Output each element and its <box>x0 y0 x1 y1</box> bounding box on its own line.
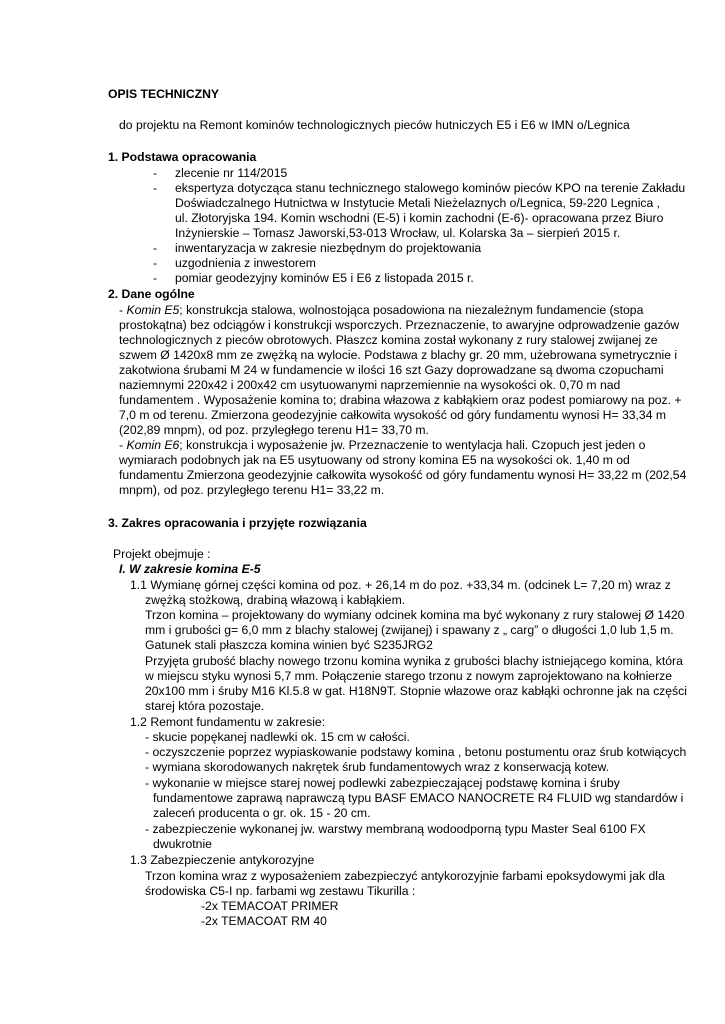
item-1-2-line: fundamentowe zaprawą naprawczą typu BASF EMACO NANOCRETE R4 FLUID wg standardów i <box>153 791 684 805</box>
section-2-heading: 2. Dane ogólne <box>108 287 195 301</box>
komin-e5-prefix: - <box>119 303 127 317</box>
item-1-1-line: Przyjęta grubość blachy nowego trzonu komina wynika z grubości blachy istniejącego komina, która <box>145 654 683 668</box>
item-1-3-line: Trzon komina wraz z wyposażeniem zabezpieczyć antykorozyjnie farbami epoksydowymi jak dla <box>145 869 665 883</box>
item-1-2-line: zaleceń producenta o gr. ok. 15 - 20 cm. <box>153 806 371 820</box>
item-1-3-coating: -2x TEMACOAT PRIMER <box>201 899 339 913</box>
list-item-line: Inżynierskie – Tomasz Jaworski,53-013 Wrocław, ul. Kolarska 3a – sierpień 2015 r. <box>175 226 621 240</box>
item-1-2-line: - skucie popękanej nadlewki ok. 15 cm w całości. <box>145 730 410 744</box>
komin-e5-line: ; konstrukcja stalowa, wolnostojąca posadowiona na niezależnym fundamencie (stopa <box>179 303 644 317</box>
item-1-1-line: zwężką stożkową, drabiną włazową i kabłąkiem. <box>145 593 406 607</box>
list-item: zlecenie nr 114/2015 <box>175 166 288 180</box>
komin-e6-prefix: - <box>119 438 127 452</box>
komin-e5-line: fundamentem . Wyposażenie komina to; drabina włazowa z kabłąkiem oraz podest pomiarowy na poz. + <box>119 393 682 407</box>
komin-e5-line: naziemnymi 220x42 i 200x42 cm usytuowanymi naprzemiennie na wysokości ok. 0,70 m nad <box>119 378 621 392</box>
komin-e6-line: wymiarach podobnych jak na E5 usytuowany od strony komina E5 na wysokości ok. 1,40 m od <box>119 453 630 467</box>
komin-e6-line: ; konstrukcja i wyposażenie jw. Przeznaczenie to wentylacja hali. Czopuch jest jeden o <box>179 438 646 452</box>
document-subtitle: do projektu na Remont kominów technologicznych pieców hutniczych E5 i E6 w IMN o/Legnica <box>119 118 630 132</box>
item-1-2-line: - zabezpieczenie wykonanej jw. warstwy membraną wodoodporną typu Master Seal 6100 FX <box>145 822 646 836</box>
list-item-line: ul. Złotoryjska 194. Komin wschodni (E-5) i komin zachodni (E-6)- opracowana przez Biuro <box>175 211 664 225</box>
item-1-2-line: - wymiana skorodowanych nakrętek śrub fundamentowych wraz z konserwacją kotew. <box>145 760 610 774</box>
document-title: OPIS TECHNICZNY <box>108 87 220 101</box>
list-item-line: Doświadczalnego Hutnictwa w Instytucie Metali Nieżelaznych o/Legnica, 59-220 Legnica , <box>175 196 661 210</box>
komin-e6-line: fundamentu Zmierzona geodezyjnie całkowita wysokość od góry fundamentu wynosi H= 33,22 m (202,54 <box>119 468 687 482</box>
komin-e5-line: (202,89 mnpm), od poz. przyległego terenu H1= 33,70 m. <box>119 423 429 437</box>
item-1-1-line: starej która pozostaje. <box>145 699 265 713</box>
list-dash: - <box>153 241 158 255</box>
item-1-1-line: mm i grubości g= 6,0 mm z blachy stalowej (zwijanej) i spawany z „ carg” o długości 1,0 lub 1,5 m. <box>145 623 674 637</box>
komin-e5-description <box>119 303 643 318</box>
list-dash: - <box>153 271 158 285</box>
list-item: inwentaryzacja w zakresie niezbędnym do projektowania <box>175 241 482 255</box>
item-1-1-line: Gatunek stali płaszcza komina winien być S235JRG2 <box>145 638 433 652</box>
komin-e5-label: Komin E5 <box>126 303 180 317</box>
list-dash: - <box>153 256 158 270</box>
list-item: uzgodnienia z inwestorem <box>175 256 316 270</box>
item-1-1-line: Trzon komina – projektowany do wymiany odcinek komina ma być wykonany z rury stalowej Ø 1420 <box>145 608 685 622</box>
komin-e5-line: 7,0 m od terenu. Zmierzona geodezyjnie całkowita wysokość od góry fundamentu wynosi H= 33,34 m <box>119 408 667 422</box>
item-1-1-line: w miejscu styku wynosi 5,7 mm. Połączenie starego trzonu z nowym zaprojektowano na kołnierze <box>145 669 673 683</box>
list-item: ekspertyza dotycząca stanu technicznego stalowego kominów pieców KPO na terenie Zakładu <box>175 181 686 195</box>
item-1-1-line: 20x100 mm i śruby M16 Kl.5.8 w gat. H18N9T. Stopnie włazowe oraz kabłąki ochronne jak na części <box>145 684 687 698</box>
komin-e5-line: prostokątna) bez odciągów i konstrukcji wsporczych. Przeznaczenie, to awaryjne odprowadzenie gazów <box>119 318 680 332</box>
item-1-2-line: dwukrotnie <box>153 837 212 851</box>
section-1-heading: 1. Podstawa opracowania <box>108 150 257 164</box>
komin-e6-description <box>119 438 645 453</box>
komin-e5-line: technologicznych z pieców obrotowych. Płaszcz komina został wykonany z rury stalowej zwijanej ze <box>119 333 658 347</box>
item-1-2-title: 1.2 Remont fundamentu w zakresie: <box>130 715 326 729</box>
komin-e6-line: mnpm), od poz. przyległego terenu H1= 33,22 m. <box>119 483 385 497</box>
item-1-2-line: - oczyszczenie poprzez wypiaskowanie podstawy komina , betonu postumentu oraz śrub kotwiących <box>145 745 687 759</box>
scope-intro: Projekt obejmuje : <box>113 547 211 561</box>
list-dash: - <box>153 181 158 195</box>
scope-subheading: I. W zakresie komina E-5 <box>119 562 261 576</box>
list-dash: - <box>153 166 158 180</box>
item-1-3-title: 1.3 Zabezpieczenie antykorozyjne <box>130 853 315 867</box>
list-item: pomiar geodezyjny kominów E5 i E6 z listopada 2015 r. <box>175 271 474 285</box>
komin-e5-line: szwem Ø 1420x8 mm ze zwężką na wylocie. Podstawa z blachy gr. 20 mm, użebrowana symetrycznie i <box>119 348 678 362</box>
komin-e5-line: zakotwiona śrubami M 24 w fundamencie w ilości 16 szt Gazy doprowadzane są dwoma czopuchami <box>119 363 664 377</box>
item-1-3-line: środowiska C5-I np. farbami wg zestawu Tikurilla : <box>145 884 416 898</box>
item-1-3-coating: -2x TEMACOAT RM 40 <box>201 914 327 928</box>
section-3-heading: 3. Zakres opracowania i przyjęte rozwiązania <box>108 516 367 530</box>
komin-e6-label: Komin E6 <box>126 438 180 452</box>
item-1-2-line: - wykonanie w miejsce starej nowej podlewki zabezpieczającej podstawę komina i śruby <box>145 776 620 790</box>
item-1-1-title: 1.1 Wymianę górnej części komina od poz. + 26,14 m do poz. +33,34 m. (odcinek L= 7,20 m) wraz z <box>130 578 671 592</box>
